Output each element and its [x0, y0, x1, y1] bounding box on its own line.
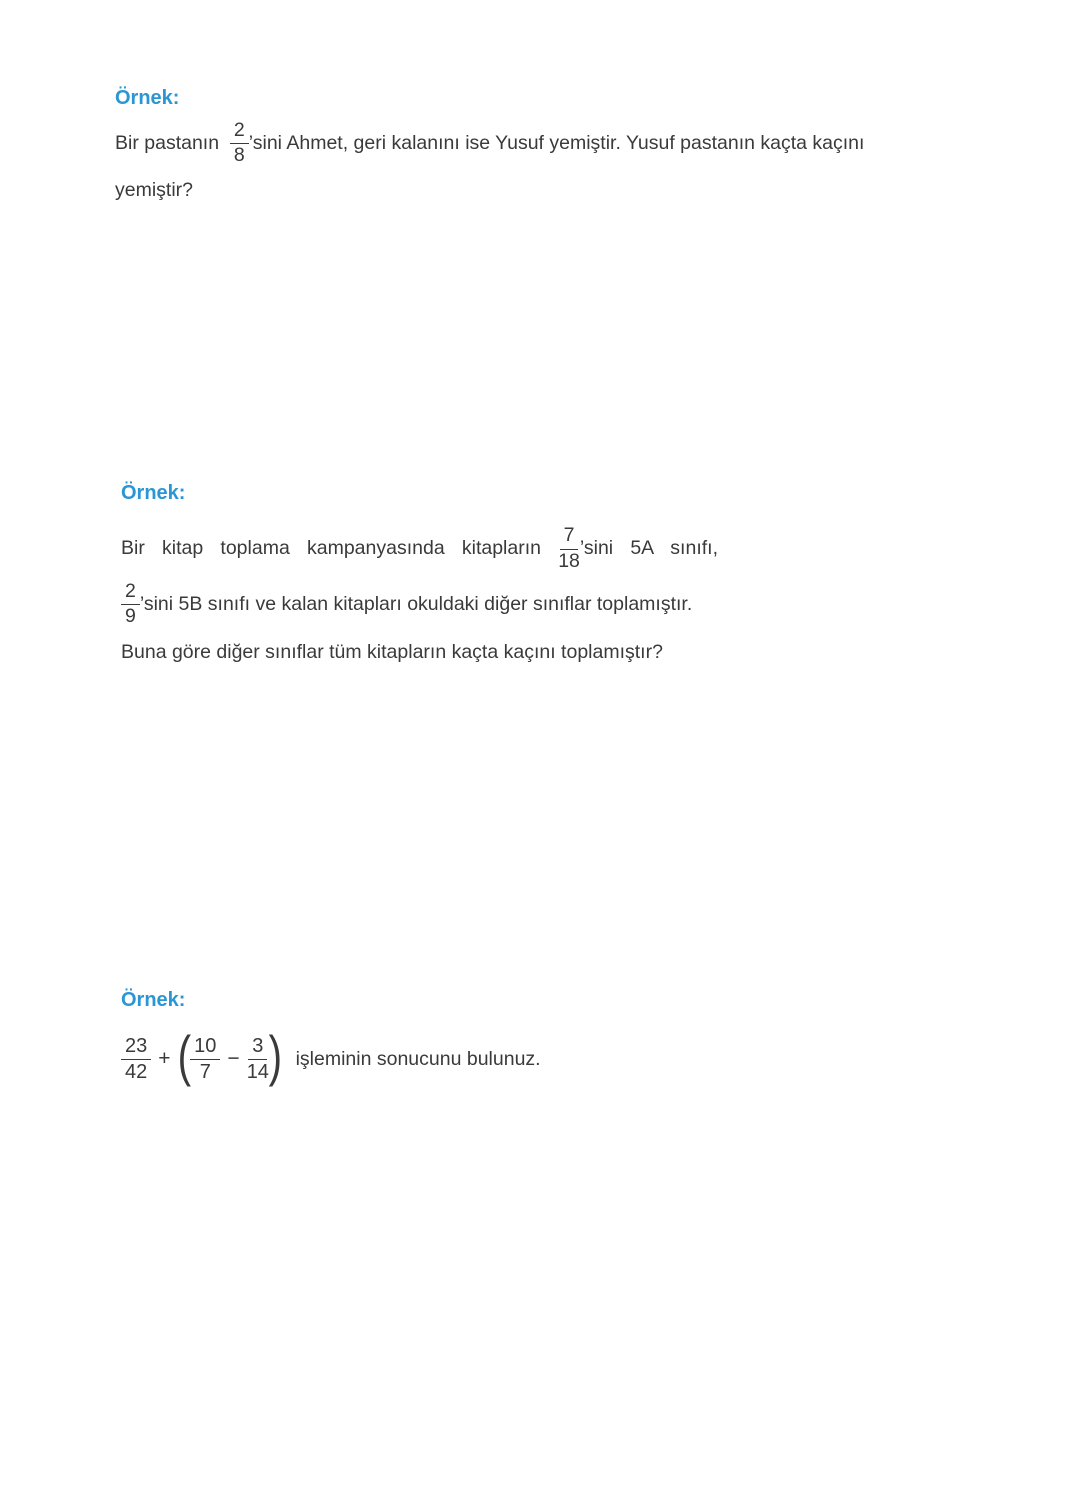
fraction-23-42 — [121, 1035, 151, 1083]
example-2-line-2-post: ’sini 5B sınıfı ve kalan kitapları okuldaki diğer sınıflar toplamıştır. — [139, 592, 693, 615]
close-parenthesis: ) — [268, 1023, 282, 1087]
example-1-text-post: ’sini Ahmet, geri kalanını ise Yusuf yemiştir. Yusuf pastanın kaçta kaçını — [248, 131, 865, 154]
example-2-line-3: Buna göre diğer sınıflar tüm kitapların kaçta kaçını toplamıştır? — [121, 641, 663, 663]
fraction-3-14 — [247, 1035, 269, 1083]
example-1-heading: Örnek: — [115, 87, 180, 109]
fraction-denominator: 14 — [246, 1061, 269, 1083]
example-2 — [121, 481, 718, 664]
fraction-denominator: 42 — [125, 1061, 148, 1083]
example-2-line-2 — [121, 577, 718, 631]
plus-operator: + — [158, 1047, 171, 1070]
fraction-2-8 — [230, 120, 249, 167]
example-3 — [121, 988, 951, 1090]
fraction-2-9 — [121, 581, 140, 628]
example-2-line-1-post: ’sini 5A sınıfı, — [579, 537, 718, 559]
fraction-numerator: 7 — [560, 525, 579, 549]
fraction-denominator: 7 — [199, 1061, 211, 1083]
example-2-heading: Örnek: — [121, 482, 186, 504]
fraction-10-7 — [190, 1035, 220, 1083]
example-1-text-pre: Bir pastanın — [115, 131, 230, 154]
open-parenthesis: ( — [177, 1023, 191, 1087]
fraction-numerator: 2 — [230, 120, 249, 144]
fraction-numerator: 23 — [121, 1035, 151, 1060]
example-1-line-1 — [115, 116, 945, 170]
example-3-heading: Örnek: — [121, 989, 186, 1011]
example-3-instruction: işleminin sonucunu bulunuz. — [295, 1047, 541, 1070]
example-2-line-1-pre: Bir kitap toplama kampanyasında kitapların — [121, 537, 559, 559]
fraction-7-18 — [558, 525, 580, 572]
fraction-numerator: 10 — [190, 1035, 220, 1060]
example-1-line-2: yemiştir? — [115, 179, 194, 201]
example-1 — [115, 86, 945, 202]
minus-operator: − — [227, 1047, 240, 1070]
fraction-denominator: 9 — [125, 605, 136, 627]
fraction-numerator: 2 — [121, 581, 140, 605]
fraction-numerator: 3 — [248, 1035, 267, 1060]
fraction-denominator: 18 — [558, 549, 580, 572]
fraction-denominator: 8 — [233, 144, 245, 166]
example-2-line-1 — [121, 521, 718, 575]
example-3-expression — [121, 1023, 951, 1090]
